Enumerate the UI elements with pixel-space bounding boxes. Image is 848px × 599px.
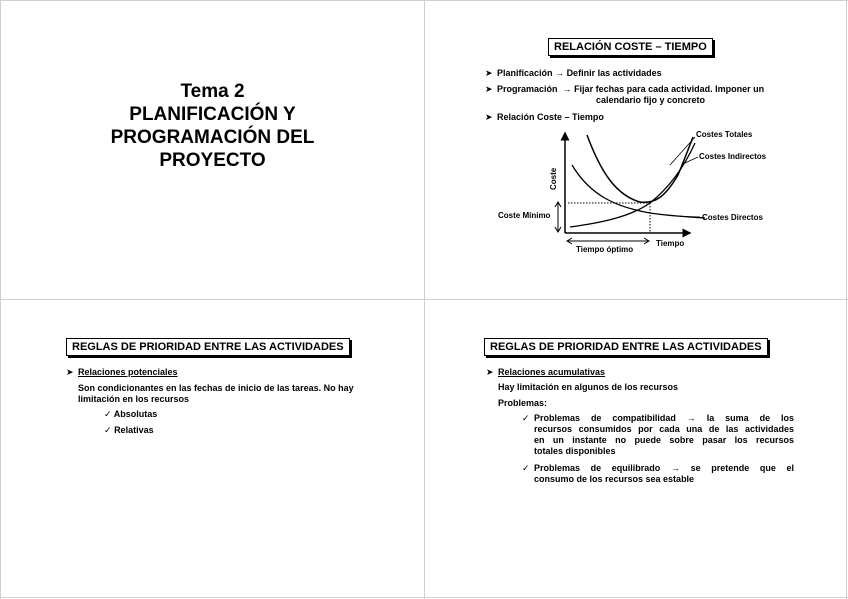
- bullet-arrow-icon: ➤: [485, 68, 493, 78]
- slide3-line1: Son condicionantes en las fechas de inicio de las tareas. No hay: [78, 383, 354, 393]
- slide2-bullet-programacion-line2: calendario fijo y concreto: [596, 95, 706, 105]
- slide4-problem-compatibility: ✓ Problemas de compatibilidad → la suma de los recursos consumidos por cada una de las actividades en un instante no puede sobre pasar los recursos totales disponibles: [522, 413, 794, 456]
- slide2-bullet-relacion: ➤ Relación Coste – Tiempo: [485, 112, 604, 122]
- optimal-time-label: Tiempo óptimo: [576, 245, 634, 254]
- total-cost-label: Costes Totales: [696, 130, 753, 139]
- slide2-title: RELACIÓN COSTE – TIEMPO: [548, 38, 713, 56]
- slide1-title-line: PLANIFICACIÓN Y: [129, 104, 296, 125]
- bullet-arrow-icon: ➤: [486, 367, 494, 377]
- indirect-cost-label: Costes Indirectos: [699, 152, 767, 161]
- slide3-title: REGLAS DE PRIORIDAD ENTRE LAS ACTIVIDADES: [66, 338, 350, 356]
- slide2-bullet-planificacion: ➤ Planificación → Definir las actividades: [485, 68, 662, 78]
- slide4-problem-balancing: ✓ Problemas de equilibrado → se pretende que el consumo de los recursos sea estable: [522, 463, 794, 484]
- slide4-line1: Hay limitación en algunos de los recursos: [498, 382, 679, 392]
- x-axis-label: Tiempo: [656, 239, 685, 248]
- total-cost-curve: [587, 135, 693, 202]
- slide3-line2: limitación en los recursos: [78, 394, 190, 404]
- check-icon: ✓: [522, 463, 530, 473]
- indirect-cost-curve: [570, 143, 695, 227]
- slide4-heading: ➤ Relaciones acumulativas: [486, 367, 606, 377]
- direct-cost-label: Costes Directos: [702, 213, 763, 222]
- check-icon: ✓: [104, 425, 112, 435]
- slide4-title: REGLAS DE PRIORIDAD ENTRE LAS ACTIVIDADES: [484, 338, 768, 356]
- check-icon: ✓: [104, 409, 112, 419]
- bullet-arrow-icon: ➤: [485, 112, 493, 122]
- slide2-bullet-programacion: ➤ Programación → Fijar fechas para cada actividad. Imponer un: [485, 84, 765, 94]
- direct-cost-curve: [572, 165, 705, 218]
- slide1-title-line: Tema 2: [180, 81, 245, 102]
- slide3-item-relativas: ✓ Relativas: [104, 425, 154, 435]
- slide3-heading: ➤ Relaciones potenciales: [66, 367, 178, 377]
- min-cost-label: Coste Mínimo: [498, 211, 551, 220]
- check-icon: ✓: [522, 413, 530, 423]
- slide3-item-absolutas: ✓ Absolutas: [104, 409, 158, 419]
- y-axis-label: Coste: [549, 167, 558, 190]
- slide4-line2: Problemas:: [498, 398, 548, 408]
- bullet-arrow-icon: ➤: [485, 84, 493, 94]
- bullet-arrow-icon: ➤: [66, 367, 74, 377]
- cost-time-chart: [490, 125, 790, 260]
- slide1-title-line: PROYECTO: [159, 150, 266, 171]
- slide1-title: [40, 80, 385, 172]
- slide1-title-line: PROGRAMACIÓN DEL: [110, 127, 315, 148]
- slide-divider-horizontal: [0, 299, 848, 300]
